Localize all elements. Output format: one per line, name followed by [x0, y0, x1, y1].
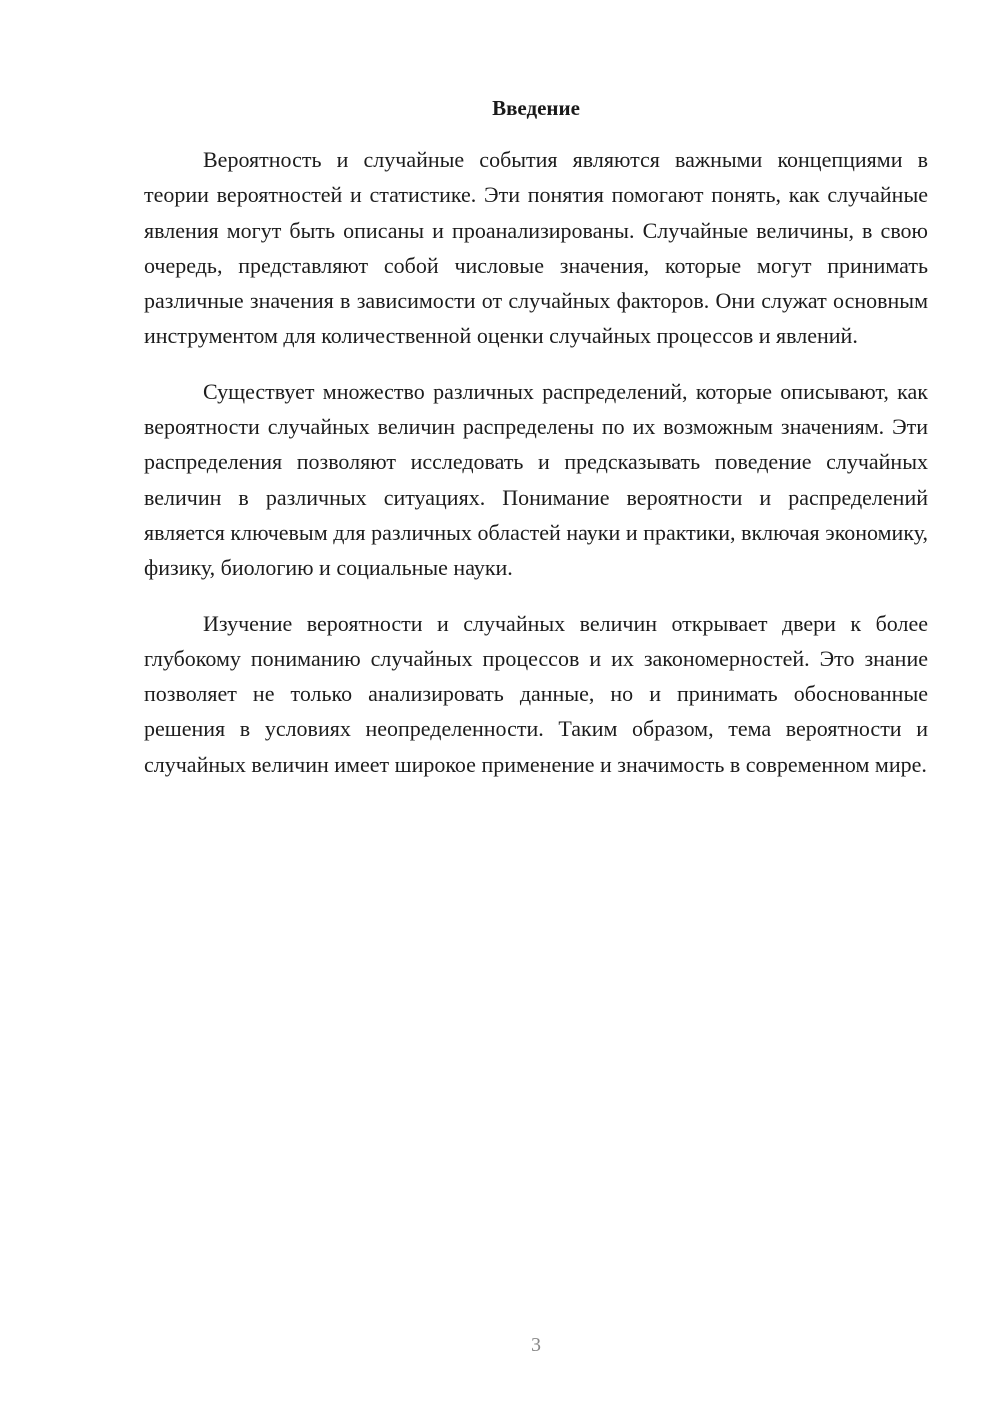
paragraph: Изучение вероятности и случайных величин открывает двери к более глубокому пониманию случайных процессов и их закономерностей. Это знание позволяет не только анализировать данные, но и принимать обоснованные решения в условиях неопределенности. Таким образом, тема вероятности и случайных величин имеет широкое применение и значимость в современном мире. [144, 610, 928, 777]
body-text [144, 142, 928, 802]
paragraph: Вероятность и случайные события являются важными концепциями в теории вероятностей и статистике. Эти понятия помогают понять, как случайные явления могут быть описаны и проанализированы. Случайные величины, в свою очередь, представляют собой числовые значения, которые могут принимать различные значения в зависимости от случайных факторов. Они служат основным инструментом для количественной оценки случайных процессов и явлений. [144, 147, 928, 349]
page-number: 3 [531, 1334, 541, 1356]
section-heading: Введение [492, 96, 580, 120]
paragraph: Существует множество различных распределений, которые описывают, как вероятности случайных величин распределены по их возможным значениям. Эти распределения позволяют исследовать и предсказывать поведение случайных величин в различных ситуациях. Понимание вероятности и распределений является ключевым для различных областей науки и практики, включая экономику, физику, биологию и социальные науки. [144, 378, 928, 581]
